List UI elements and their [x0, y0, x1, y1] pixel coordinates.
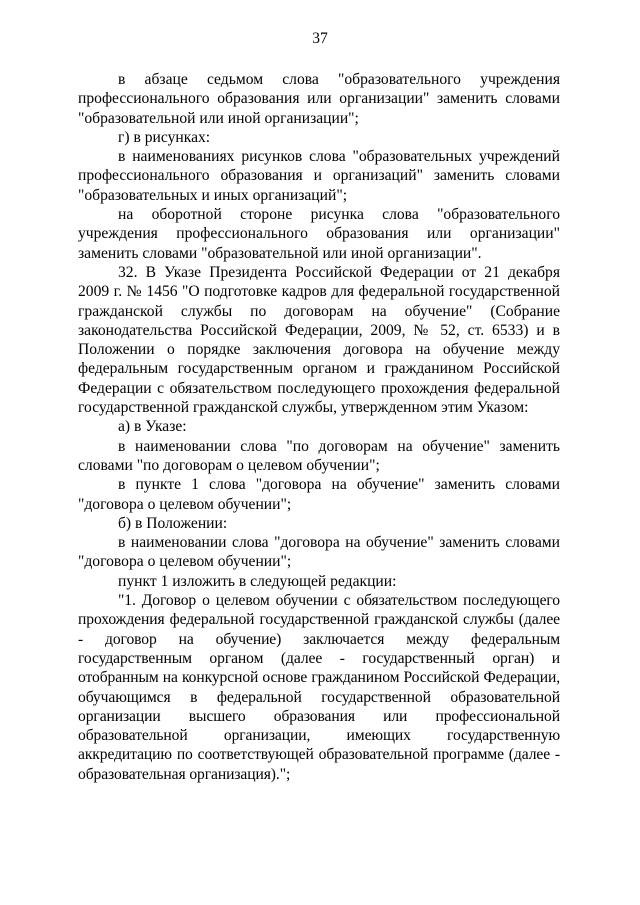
paragraph-item-b-regulation: б) в Положении:: [118, 514, 228, 532]
document-body: [78, 70, 560, 784]
paragraph-new-point-1-text: "1. Договор о целевом обучении с обязательством последующего прохождения федеральной государственной гражданской службы (далее - договор на обучение) заключается между федеральным государственным органом (далее - государственный орган) и отобранным на конкурсной основе гражданином Российской Федерации, обучающимся в федеральной государственной образовательной организации высшего образования или профессиональной образовательной организации, имеющих государственную аккредитацию по соответствующей образовательной программе (далее - образовательная организация).";: [78, 592, 560, 783]
paragraph-regulation-title: в наименовании слова "договора на обучение" заменить словами "договора о целевом обучении";: [78, 534, 560, 571]
paragraph-decree-point-1: в пункте 1 слова "договора на обучение" заменить словами "договора о целевом обучении";: [78, 476, 560, 513]
paragraph-item-a-decree: а) в Указе:: [118, 418, 187, 436]
paragraph-decree-title: в наименовании слова "по договорам на обучение" заменить словами "по договорам о целевом обучении";: [78, 437, 560, 474]
page-number: 37: [312, 30, 328, 47]
paragraph-item-32: 32. В Указе Президента Российской Федерации от 21 декабря 2009 г. № 1456 "О подготовке кадров для федеральной государственной гражданской службы по договорам на обучение" (Собрание законодательства Российской Федерации, 2009, № 52, ст. 6533) и в Положении о порядке заключения договора на обучение между федеральным государственным органом и гражданином Российской Федерации с обязательством последующего прохождения федеральной государственной гражданской службы, утвержденном этим Указом:: [78, 263, 560, 417]
paragraph-point-1-new-wording: пункт 1 изложить в следующей редакции:: [118, 572, 397, 590]
paragraph-drawing-reverse-side: на оборотной стороне рисунка слова "образовательного учреждения профессионального образования или организации" заменить словами "образовательной или иной организации".: [78, 206, 560, 262]
paragraph-drawing-names: в наименованиях рисунков слова "образовательных учреждений профессионального образования и организаций" заменить словами "образовательных и иных организаций";: [78, 148, 560, 204]
paragraph-item-g-drawings: г) в рисунках:: [118, 128, 211, 146]
paragraph-amend-abzac-7: в абзаце седьмом слова "образовательного учреждения профессионального образования или организации" заменить словами "образовательной или иной организации";: [78, 71, 560, 127]
